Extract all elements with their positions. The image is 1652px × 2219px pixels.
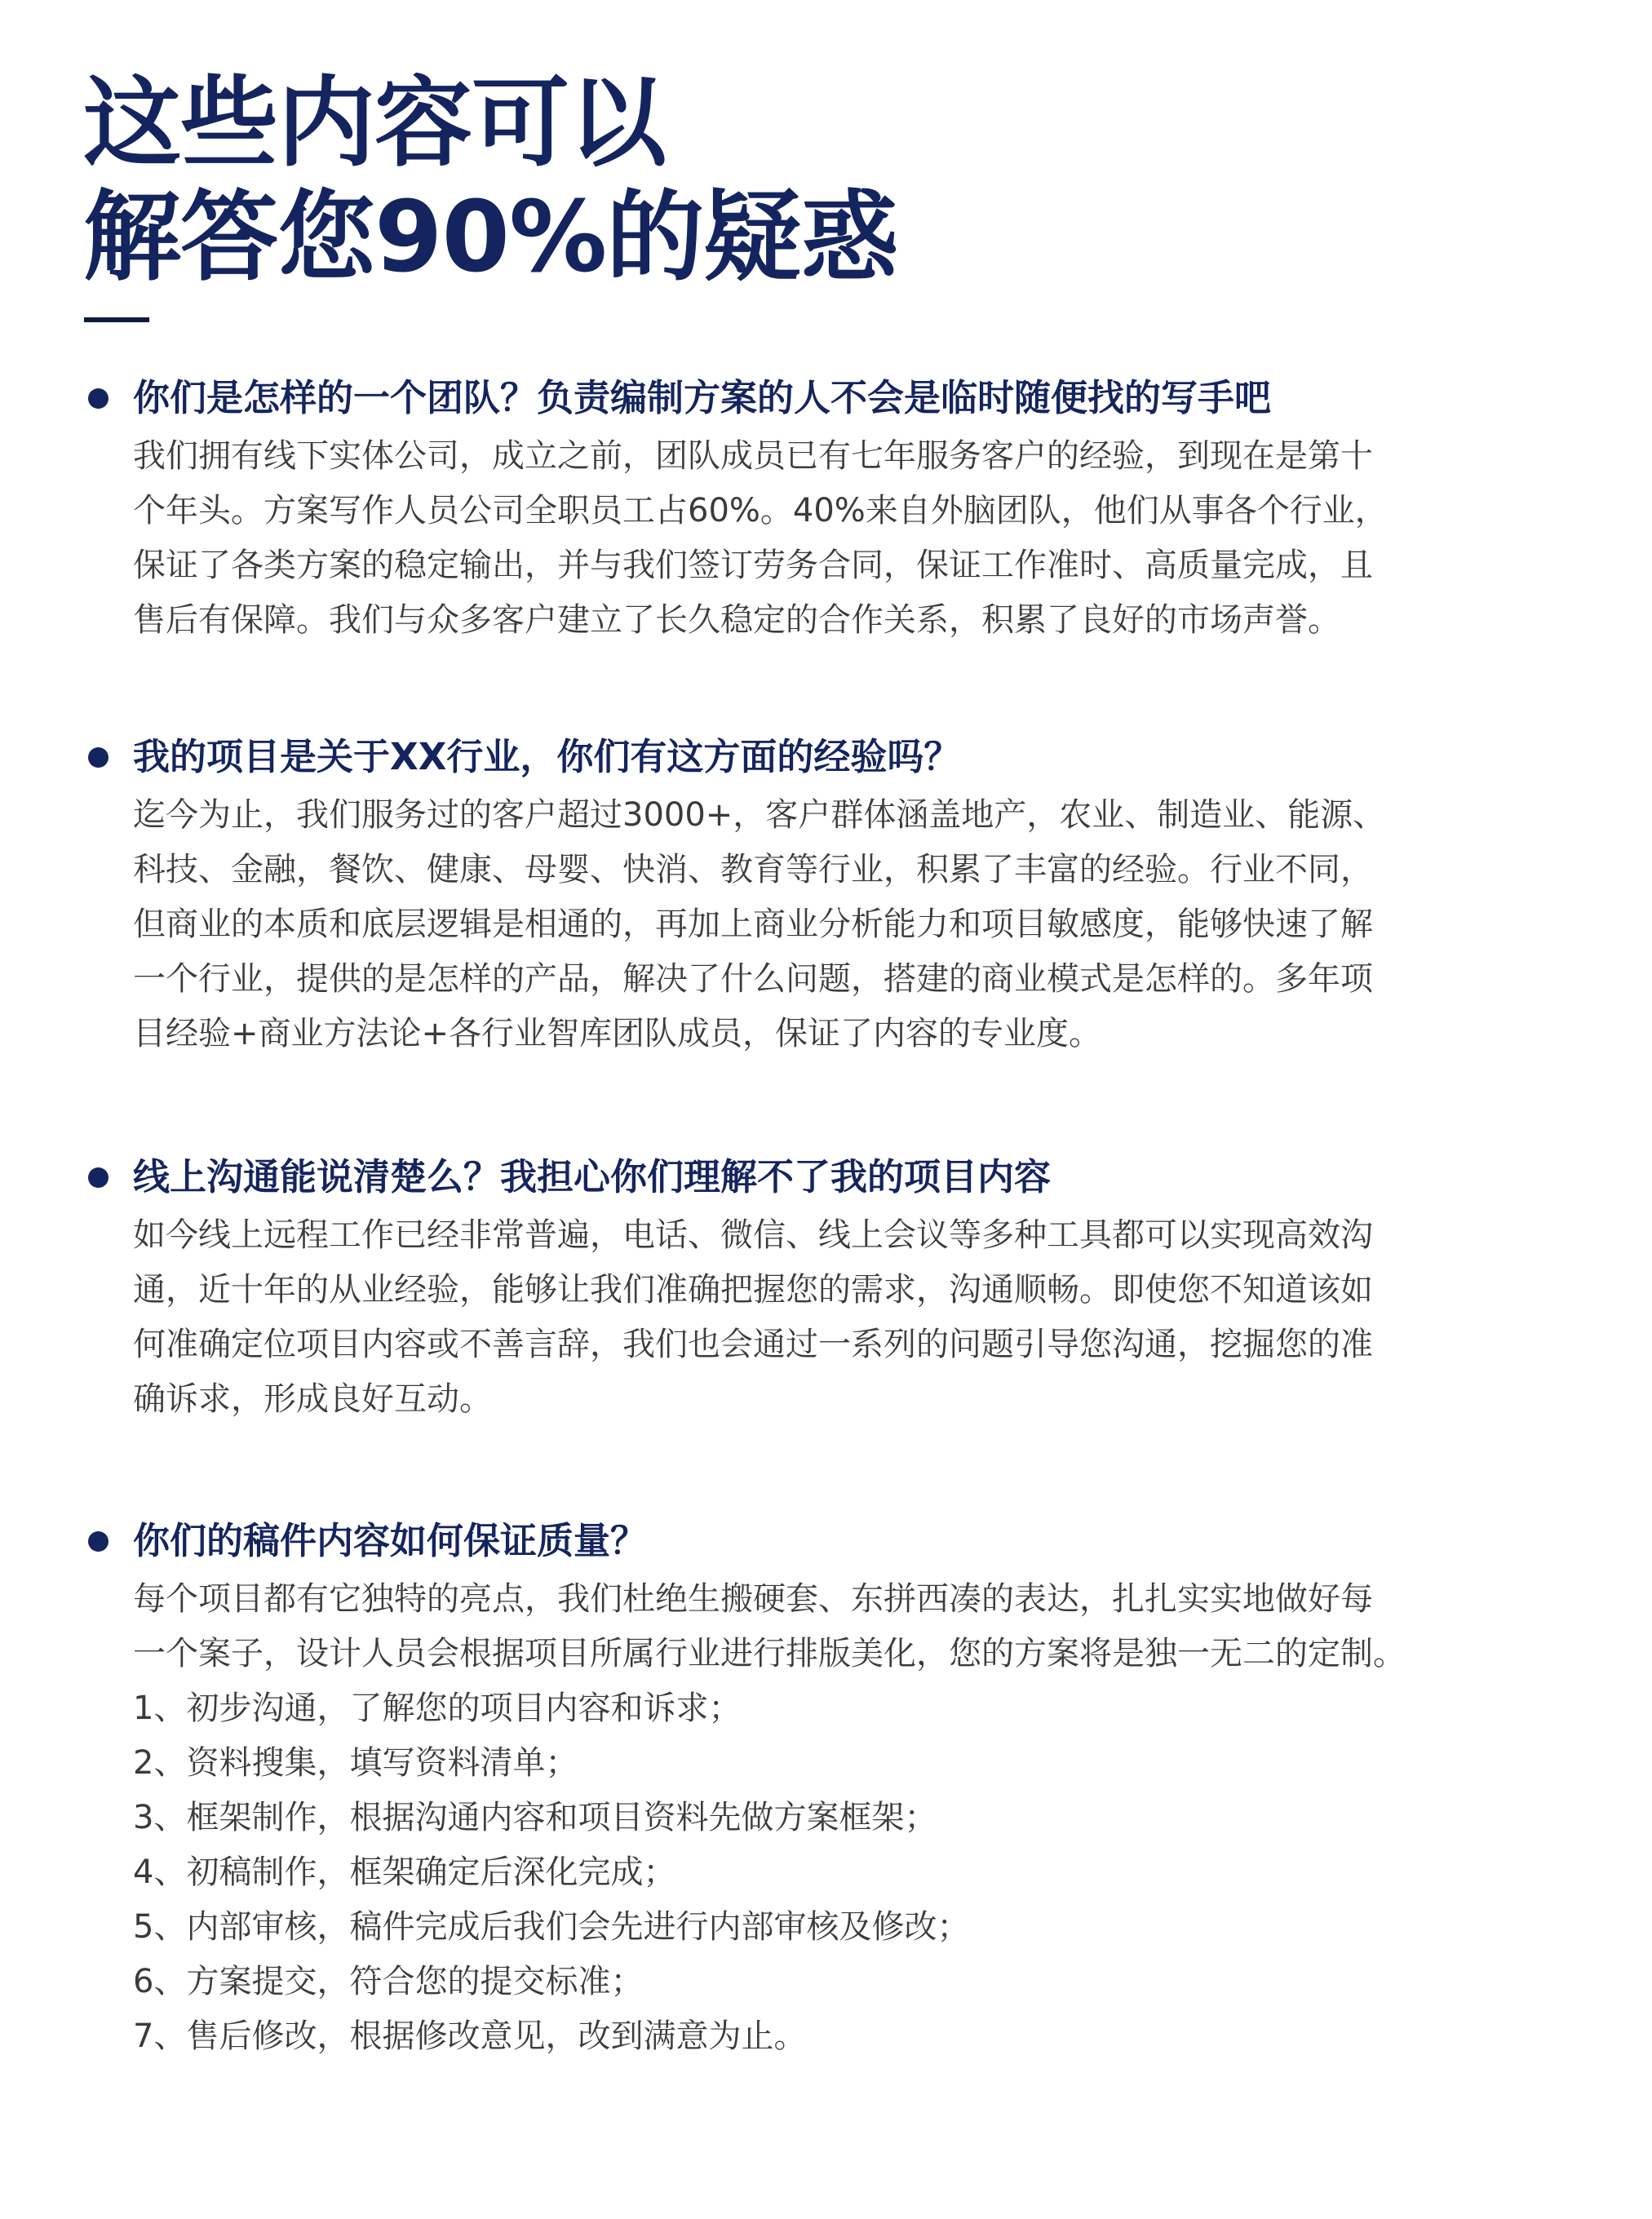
faq-answer-line: 个年头。方案写作人员公司全职员工占60%。40%来自外脑团队，他们从事各个行业， — [133, 492, 1388, 529]
bullet-dot-icon — [88, 1531, 109, 1552]
faq-answer-line: 售后有保障。我们与众多客户建立了长久稳定的合作关系，积累了良好的市场声誉。 — [133, 601, 1340, 639]
process-step: 6、方案提交，符合您的提交标准； — [133, 1963, 644, 2000]
title-underline-divider — [84, 317, 149, 322]
faq-answer-line: 确诉求，形成良好互动。 — [133, 1380, 492, 1418]
page-title — [83, 67, 897, 295]
process-step: 3、框架制作，根据沟通内容和项目资料先做方案框架； — [133, 1799, 937, 1836]
faq-answer — [133, 429, 1504, 648]
faq-answer — [133, 788, 1504, 1061]
bullet-dot-icon — [88, 1167, 109, 1188]
process-step: 4、初稿制作，框架确定后深化完成； — [133, 1854, 676, 1891]
page-title-line-2: 解答您90%的疑惑 — [83, 181, 898, 295]
faq-answer-line: 我们拥有线下实体公司，成立之前，团队成员已有七年服务客户的经验，到现在是第十 — [133, 437, 1373, 475]
faq-answer-line: 保证了各类方案的稳定输出，并与我们签订劳务合同，保证工作准时、高质量完成，且 — [133, 547, 1373, 584]
faq-answer-line: 一个行业，提供的是怎样的产品，解决了什么问题，搭建的商业模式是怎样的。多年项 — [133, 960, 1373, 998]
process-step: 2、资料搜集，填写资料清单； — [133, 1744, 578, 1782]
page-title-line-1: 这些内容可以 — [83, 67, 666, 180]
process-step: 5、内部审核，稿件完成后我们会先进行内部审核及修改； — [133, 1908, 970, 1946]
faq-answer-line: 但商业的本质和底层逻辑是相通的，再加上商业分析能力和项目敏感度，能够快速了解 — [133, 906, 1373, 943]
faq-question: 我的项目是关于XX行业，你们有这方面的经验吗？ — [133, 735, 961, 778]
faq-answer-line: 通，近十年的从业经验，能够让我们准确把握您的需求，沟通顺畅。即使您不知道该如 — [133, 1271, 1373, 1309]
faq-answer-line: 目经验+商业方法论+各行业智库团队成员，保证了内容的专业度。 — [133, 1015, 1102, 1052]
faq-answer-line: 每个项目都有它独特的亮点，我们杜绝生搬硬套、东拼西凑的表达，扎扎实实地做好每 — [133, 1580, 1373, 1618]
faq-answer — [133, 1208, 1504, 1427]
faq-answer-line: 科技、金融，餐饮、健康、母婴、快消、教育等行业，积累了丰富的经验。行业不同， — [133, 851, 1373, 888]
bullet-dot-icon — [88, 388, 109, 409]
faq-answer-line: 如今线上远程工作已经非常普遍，电话、微信、线上会议等多种工具都可以实现高效沟 — [133, 1216, 1373, 1254]
faq-answer-line: 何准确定位项目内容或不善言辞，我们也会通过一系列的问题引导您沟通，挖掘您的准 — [133, 1326, 1373, 1363]
faq-question: 线上沟通能说清楚么？我担心你们理解不了我的项目内容 — [133, 1155, 1052, 1198]
faq-answer-line: 迄今为止，我们服务过的客户超过3000+，客户群体涵盖地产，农业、制造业、能源、 — [133, 796, 1386, 834]
faq-answer — [133, 1572, 1504, 2064]
process-steps-list — [133, 1681, 1504, 2064]
faq-question: 你们的稿件内容如何保证质量？ — [133, 1519, 648, 1562]
bullet-dot-icon — [88, 747, 109, 768]
process-step: 7、售后修改，根据修改意见，改到满意为止。 — [133, 2017, 807, 2055]
process-step: 1、初步沟通，了解您的项目内容和诉求； — [133, 1690, 742, 1727]
faq-answer-line: 一个案子，设计人员会根据项目所属行业进行排版美化，您的方案将是独一无二的定制。 — [133, 1635, 1406, 1672]
faq-question: 你们是怎样的一个团队？负责编制方案的人不会是临时随便找的写手吧 — [133, 376, 1272, 419]
